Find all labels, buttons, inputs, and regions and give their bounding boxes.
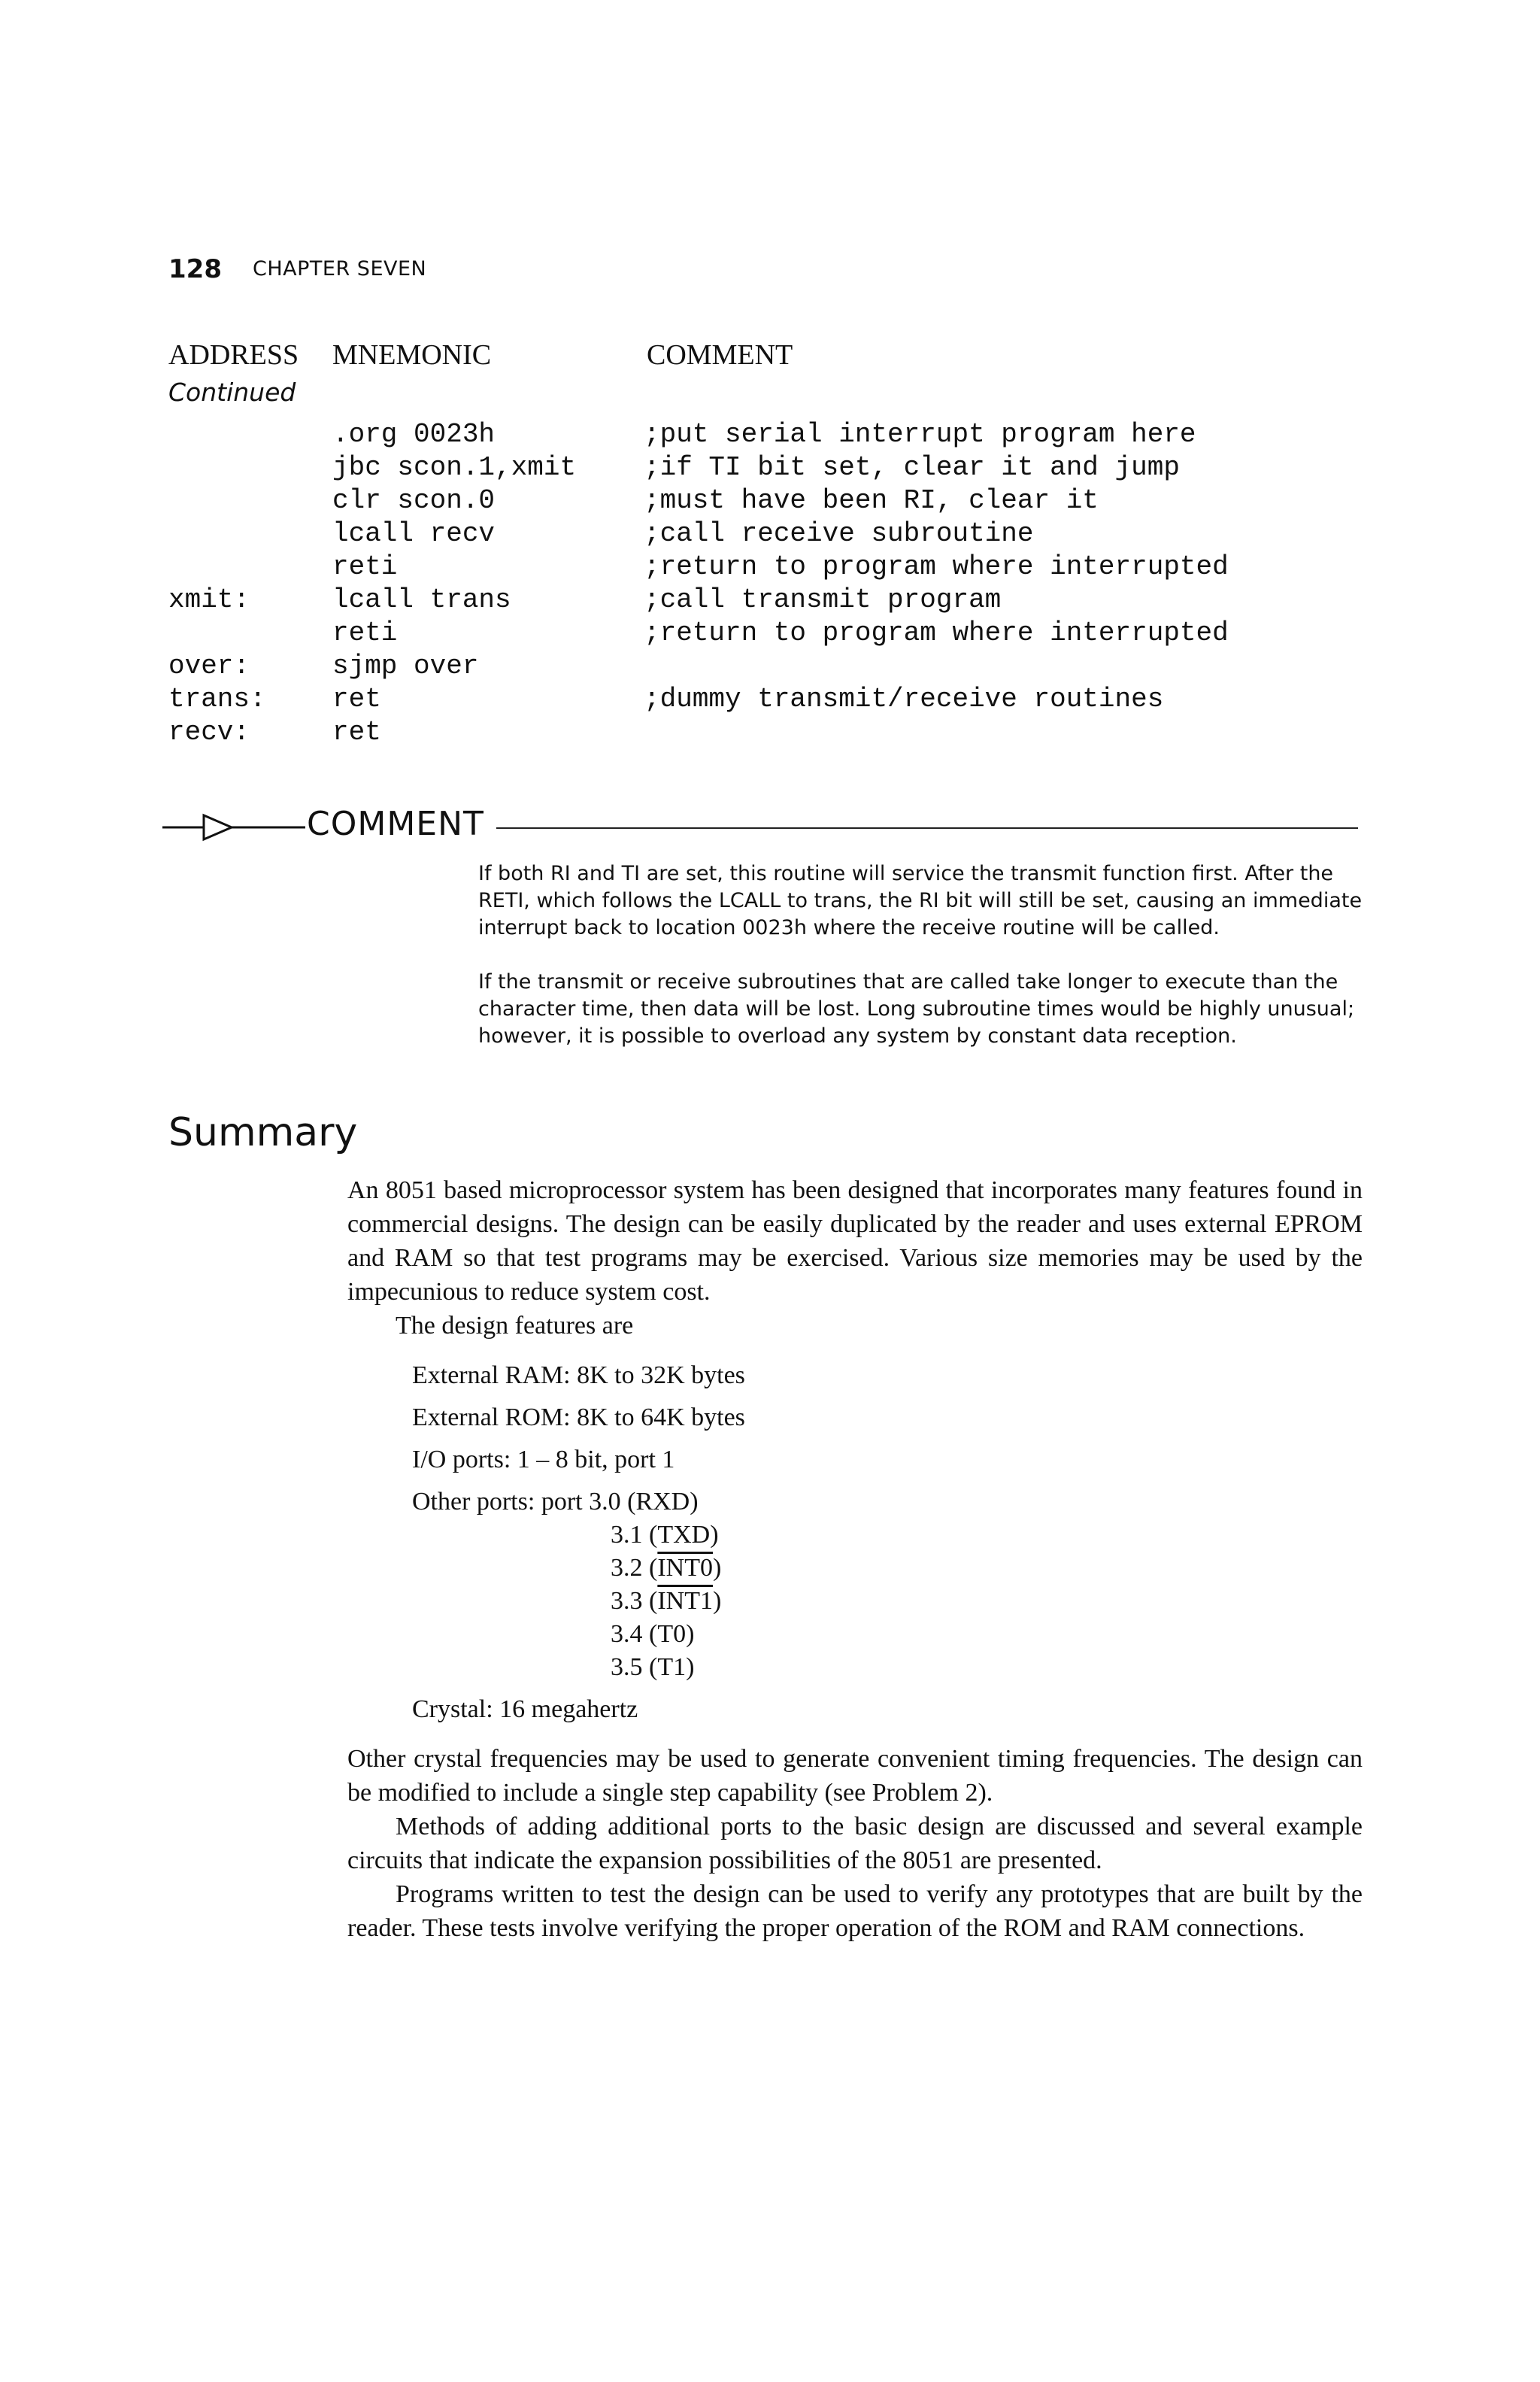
code-comment: ;if TI bit set, clear it and jump	[644, 452, 1180, 483]
feature-port-3-5: 3.5 (T1)	[611, 1653, 695, 1681]
code-comment: ;return to program where interrupted	[644, 617, 1229, 648]
feature-port-3-2	[611, 1551, 721, 1585]
comment-arrow-icon	[162, 811, 305, 844]
comment-heading: COMMENT	[307, 805, 484, 843]
code-mnemonic: jbc scon.1,xmit	[332, 452, 577, 483]
feature-other-ports: Other ports: port 3.0 (RXD)	[412, 1488, 699, 1516]
summary-heading: Summary	[168, 1110, 358, 1155]
feature-port-3-3	[611, 1584, 721, 1618]
address-column-header: ADDRESS	[168, 339, 299, 371]
comment-rule	[496, 827, 1358, 829]
summary-paragraph: Other crystal frequencies may be used to generate convenient timing frequencies. The design can be modified to include a single step capability (see Problem 2).	[347, 1745, 1363, 1807]
code-mnemonic: lcall recv	[332, 518, 496, 549]
code-comment: ;put serial interrupt program here	[644, 419, 1196, 450]
code-label: trans:	[168, 684, 266, 715]
code-comment: ;must have been RI, clear it	[644, 485, 1099, 516]
code-comment: ;dummy transmit/receive routines	[644, 684, 1164, 715]
feature-ram: External RAM: 8K to 32K bytes	[412, 1361, 745, 1389]
code-comment: ;call transmit program	[644, 584, 1002, 615]
code-mnemonic: reti	[332, 617, 398, 648]
feature-port-3-4: 3.4 (T0)	[611, 1620, 695, 1648]
code-label: over:	[168, 651, 250, 681]
code-label: xmit:	[168, 584, 250, 615]
features-intro: The design features are	[396, 1312, 634, 1340]
port-signal: INT1	[657, 1587, 713, 1615]
feature-rom: External ROM: 8K to 64K bytes	[412, 1403, 745, 1431]
comment-paragraph: If both RI and TI are set, this routine will service the transmit function first. After the RETI, which follows the LCALL to trans, the RI bit will still be set, causing an immediate interrupt back to location 0023h where the receive routine will be called.	[478, 862, 1363, 939]
port-number: 3.2 (	[611, 1554, 658, 1582]
port-signal: INT0	[657, 1554, 713, 1582]
feature-io-ports: I/O ports: 1 – 8 bit, port 1	[412, 1446, 675, 1473]
code-mnemonic: .org 0023h	[332, 419, 496, 450]
code-mnemonic: clr scon.0	[332, 485, 496, 516]
continued-label: Continued	[168, 378, 296, 407]
paren: )	[712, 1554, 722, 1582]
code-mnemonic: lcall trans	[332, 584, 511, 615]
code-mnemonic: ret	[332, 684, 381, 715]
port-number: 3.3 (	[611, 1587, 658, 1615]
comment-column-header: COMMENT	[647, 339, 793, 371]
code-comment: ;call receive subroutine	[644, 518, 1034, 549]
code-comment: ;return to program where interrupted	[644, 551, 1229, 582]
summary-intro-paragraph: An 8051 based microprocessor system has been designed that incorporates many features found in commercial designs. The design can be easily duplicated by the reader and uses external EPROM and RAM so that test programs may be exercised. Various size memories may be used by the impecunious to reduce system cost.	[347, 1176, 1363, 1306]
summary-paragraph: Methods of adding additional ports to the basic design are discussed and several example circuits that indicate the expansion possibilities of the 8051 are presented.	[347, 1813, 1363, 1874]
page-number: 128	[168, 254, 222, 284]
code-mnemonic: sjmp over	[332, 651, 479, 681]
chapter-title: CHAPTER SEVEN	[253, 257, 427, 281]
feature-port-3-1: 3.1 (TXD)	[611, 1521, 719, 1549]
mnemonic-column-header: MNEMONIC	[332, 339, 492, 371]
code-label: recv:	[168, 717, 250, 748]
comment-paragraph: If the transmit or receive subroutines that are called take longer to execute than the character time, then data will be lost. Long subroutine times would be highly unusual; however, it is possible to overload any system by constant data reception.	[478, 970, 1355, 1048]
code-mnemonic: ret	[332, 717, 381, 748]
paren: )	[712, 1587, 722, 1615]
summary-paragraph: Programs written to test the design can be used to verify any prototypes that are built by the reader. These tests involve verifying the proper operation of the ROM and RAM connections.	[347, 1880, 1363, 1942]
code-mnemonic: reti	[332, 551, 398, 582]
feature-crystal: Crystal: 16 megahertz	[412, 1695, 638, 1723]
